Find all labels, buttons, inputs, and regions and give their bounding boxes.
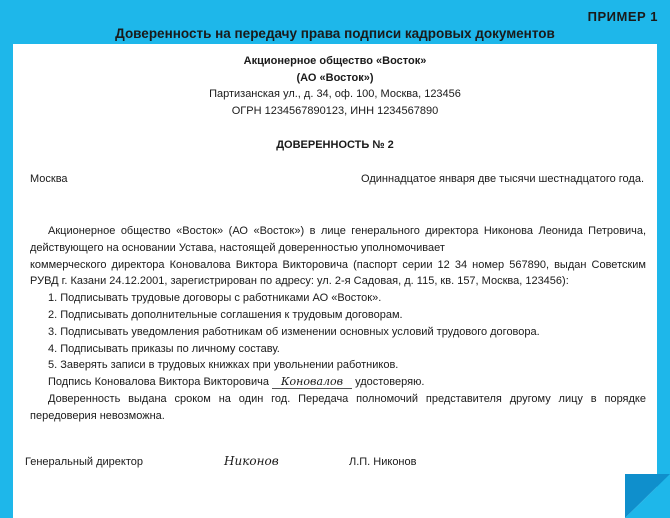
organization-short-name: (АО «Восток») (296, 71, 374, 84)
director-position: Генеральный директор (25, 456, 143, 468)
document-date: Одиннадцатое января две тысячи шестнадцатого года. (361, 173, 644, 185)
validity-paragraph: Доверенность выдана сроком на один год. Передача полномочий представителя другому лицу в порядке передоверия невозможна. (30, 392, 646, 422)
signature-sample: Коновалов (272, 376, 352, 389)
power-item: 3. Подписывать уведомления работникам об изменении основных условий трудового договора. (48, 325, 540, 338)
organization-registration: ОГРН 1234567890123, ИНН 1234567890 (231, 104, 439, 117)
power-item: 1. Подписывать трудовые договоры с работниками АО «Восток». (48, 292, 382, 305)
attorney-paragraph: коммерческого директора Коновалова Виктора Викторовича (паспорт серии 12 34 номер 567890, выдан Советским РУВД г. Казани 24.12.2001, зарегистрирован по адресу: ул. 2-я Садовая, д. 115, кв. 157, Москва, 123456): (30, 258, 646, 288)
document-city: Москва (30, 173, 68, 185)
organization-full-name: Акционерное общество «Восток» (243, 55, 427, 67)
intro-paragraph: Акционерное общество «Восток» (АО «Восток») в лице генерального директора Никонова Леонида Петровича, действующего на основании Устава, настоящей доверенностью уполномочивает (30, 225, 646, 254)
director-name: Л.П. Никонов (349, 456, 417, 468)
example-label: ПРИМЕР 1 (587, 9, 658, 24)
place-and-date (30, 173, 644, 185)
power-item: 4. Подписывать приказы по личному составу. (48, 342, 280, 355)
power-item: 5. Заверять записи в трудовых книжках при увольнении работников. (48, 359, 399, 372)
signature-sample-prefix: Подпись Коновалова Виктора Викторовича (48, 376, 269, 389)
document-sheet (13, 44, 657, 518)
organization-block (13, 53, 657, 119)
director-signature: Никонов (224, 454, 279, 468)
document-body (30, 223, 646, 425)
signature-sample-suffix: удостоверяю. (355, 376, 425, 389)
document-heading: Доверенность на передачу права подписи кадровых документов (115, 26, 555, 41)
signature-sample-line (30, 374, 646, 391)
power-item: 2. Подписывать дополнительные соглашения к трудовым договорам. (48, 308, 403, 321)
document-title: ДОВЕРЕННОСТЬ № 2 (276, 139, 394, 151)
organization-address: Партизанская ул., д. 34, оф. 100, Москва, 123456 (209, 88, 461, 101)
